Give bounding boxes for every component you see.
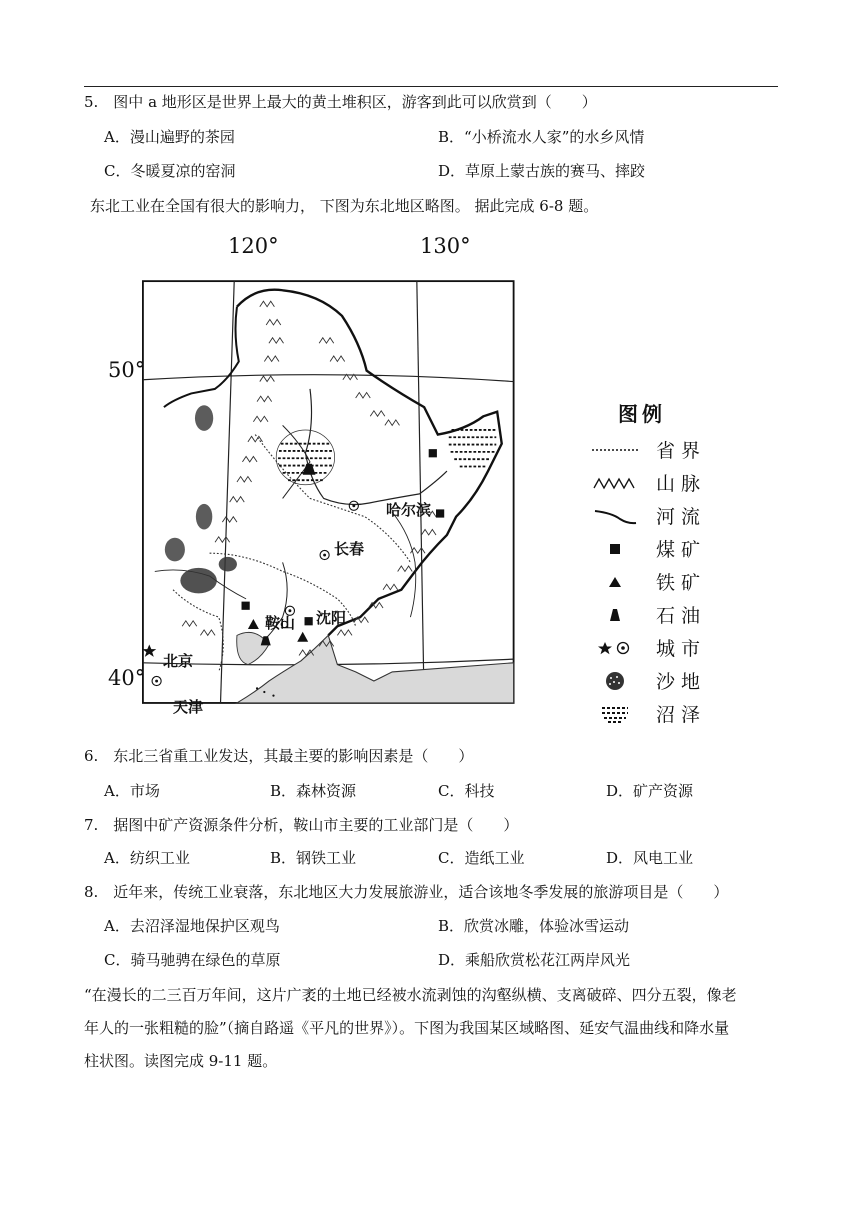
meridian-130: [417, 281, 424, 703]
question-5-option-d: D．草原上蒙古族的赛马、摔跤: [438, 162, 646, 180]
question-7-option-a: A．纺织工业: [104, 849, 190, 867]
songnen-swamp: [276, 430, 334, 485]
question-6-option-a: A．市场: [104, 782, 160, 800]
longitude-label-130: 130°: [420, 234, 471, 258]
river-icon: [590, 506, 640, 526]
city-label-tianjin: 天津: [173, 698, 204, 716]
question-7-option-c: C．造纸工业: [438, 849, 525, 867]
passage-line-3: 柱状图。读图完成 9-11 题。: [84, 1052, 278, 1070]
question-5-option-c: C．冬暖夏凉的窑洞: [104, 162, 236, 180]
iron-mine-2: [297, 632, 308, 642]
mudan-river: [392, 512, 416, 617]
legend-label-river: 河流: [656, 506, 707, 528]
legend-row-sand: [590, 664, 710, 697]
question-8-option-c: C．骑马驰骋在绿色的草原: [104, 951, 281, 969]
legend-label-mountain: 山脉: [656, 473, 707, 495]
question-7-option-b: B．钢铁工业: [270, 849, 357, 867]
bohai-yellow-sea: [237, 635, 514, 703]
songhua-river: [305, 389, 447, 505]
sanjiang-swamp: [449, 430, 496, 467]
legend-row-oil: [590, 598, 710, 631]
intro-6-8: 东北工业在全国有很大的影响力， 下图为东北地区略图。 据此完成 6-8 题。: [90, 197, 599, 215]
legend-title: 图例: [618, 402, 666, 426]
legend-label-city: 城市: [656, 638, 707, 660]
city-label-beijing: 北京: [163, 652, 194, 670]
yanshan-mountains: [182, 621, 215, 636]
question-6-stem: 6. 东北三省重工业发达，其最主要的影响因素是（ ）: [84, 747, 474, 765]
oil-icon: [590, 605, 640, 625]
city-label-harbin: 哈尔滨: [386, 501, 432, 519]
latitude-label-40: 40°: [108, 666, 146, 690]
question-6-option-c: C．科技: [438, 782, 495, 800]
coal-mine-icon: [590, 539, 640, 559]
iron-mine-icon: [590, 572, 640, 592]
question-8-option-b: B．欣赏冰雕，体验冰雪运动: [438, 917, 630, 935]
legend-row-province: [590, 433, 710, 466]
legend-row-coal: [590, 532, 710, 565]
mountain-icon: [590, 473, 640, 493]
question-8-option-d: D．乘船欣赏松花江两岸风光: [438, 951, 631, 969]
passage-line-1: “在漫长的二三百万年间，这片广袤的土地已经被水流剥蚀的沟壑纵横、支离破碎、四分五裂，像老: [84, 986, 737, 1004]
legend-row-iron: [590, 565, 710, 598]
city-label-anshan: 鞍山: [265, 614, 296, 632]
city-icon: [590, 638, 640, 658]
legend-row-city: [590, 631, 710, 664]
header-rule: [84, 86, 778, 87]
coal-mine-1: [429, 449, 437, 457]
western-border: [164, 307, 239, 407]
city-label-shenyang: 沈阳: [316, 609, 347, 627]
question-7-option-d: D．风电工业: [606, 849, 694, 867]
passage-line-2: 年人的一张粗糙的脸”（摘自路遥《平凡的世界》）。下图为我国某区域略图、延安气温曲线和降水量: [84, 1019, 730, 1037]
sandland-icon: [590, 671, 640, 691]
question-8-option-a: A．去沼泽湿地保护区观鸟: [104, 917, 280, 935]
question-8-stem: 8. 近年来，传统工业衰落，东北地区大力发展旅游业，适合该地冬季发展的旅游项目是（ ）: [84, 883, 729, 901]
legend-label-province: 省界: [656, 440, 707, 462]
question-5-option-b: B．“小桥流水人家”的水乡风情: [438, 128, 645, 146]
legend-label-coal: 煤矿: [656, 539, 707, 561]
greater-khingan-mountains: [215, 301, 283, 542]
coal-mine-4: [305, 617, 313, 625]
question-6-option-b: B．森林资源: [270, 782, 357, 800]
beijing-star: [142, 645, 156, 657]
question-5-stem: 5. 图中 a 地形区是世界上最大的黄土堆积区，游客到此可以欣赏到（ ）: [84, 93, 597, 111]
legend-label-swamp: 沼泽: [656, 704, 707, 726]
legend-row-swamp: [590, 697, 710, 730]
sandland-areas: [165, 405, 237, 593]
latitude-label-50: 50°: [108, 358, 146, 382]
legend-row-river: [590, 499, 710, 532]
swamp-icon: [590, 704, 640, 724]
longitude-label-120: 120°: [228, 234, 279, 258]
legend-label-sand: 沙地: [656, 671, 707, 693]
map-legend: [590, 398, 710, 730]
coal-mine-3: [242, 602, 250, 610]
iron-mine-1: [248, 619, 259, 629]
question-6-option-d: D．矿产资源: [606, 782, 694, 800]
question-7-stem: 7. 据图中矿产资源条件分析，鞍山市主要的工业部门是（ ）: [84, 816, 519, 834]
legend-label-oil: 石油: [656, 605, 707, 627]
meridian-120: [221, 281, 235, 703]
parallel-50: [143, 375, 514, 382]
question-5-option-a: A．漫山遍野的茶园: [104, 128, 235, 146]
coal-mine-2: [436, 509, 444, 517]
legend-label-iron: 铁矿: [656, 572, 707, 594]
city-label-changchun: 长春: [334, 540, 365, 558]
legend-row-mountain: [590, 466, 710, 499]
province-boundary-icon: [590, 440, 640, 460]
